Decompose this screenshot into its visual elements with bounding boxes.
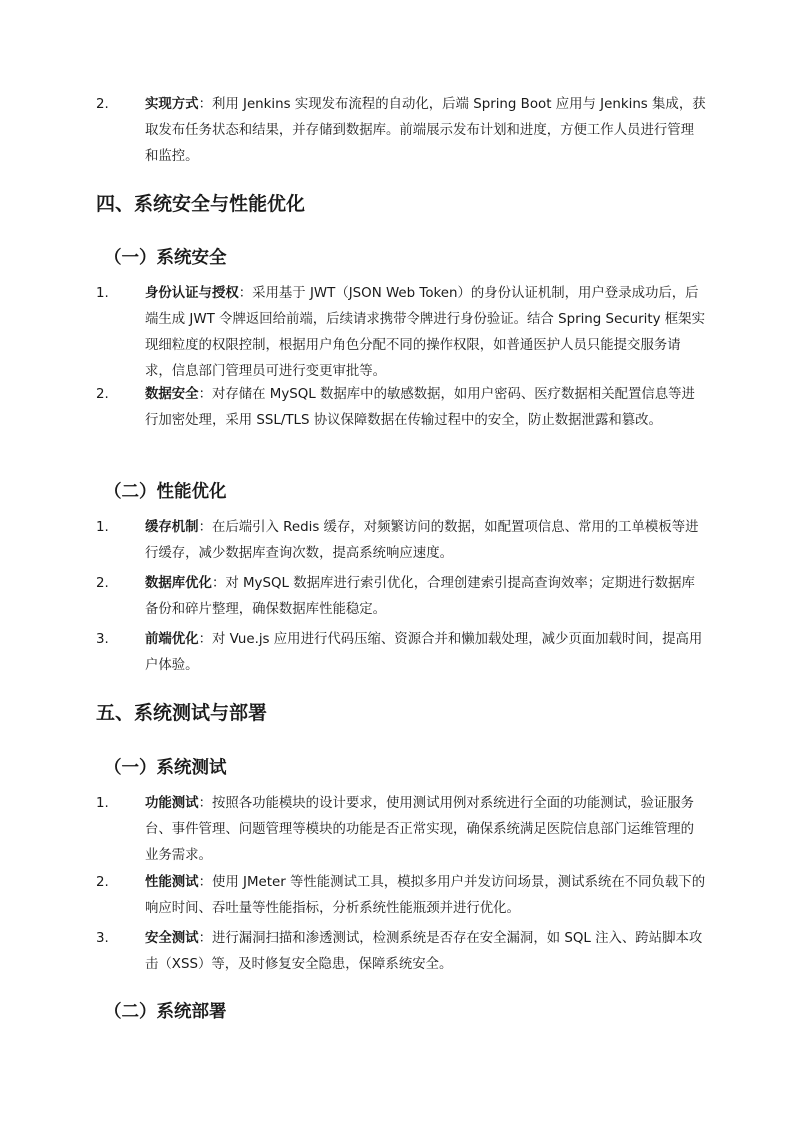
- list-body: [145, 571, 706, 623]
- list-body: [145, 382, 706, 434]
- list-number: 2.: [96, 576, 109, 591]
- list-text: ：对存储在 MySQL 数据库中的敏感数据，如用户密码、医疗数据相关配置信息等进行加密处理，采用 SSL/TLS 协议保障数据在传输过程中的安全，防止数据泄露和篡改。: [145, 387, 695, 428]
- list-body: [145, 926, 706, 978]
- subsection-heading: （一）系统安全: [104, 248, 227, 268]
- list-term: 实现方式: [145, 97, 199, 112]
- list-text: ：在后端引入 Redis 缓存，对频繁访问的数据，如配置项信息、常用的工单模板等进行缓存，减少数据库查询次数，提高系统响应速度。: [145, 520, 699, 561]
- list-term: 性能测试: [145, 875, 199, 890]
- list-item: [96, 870, 706, 922]
- list-item: [96, 926, 706, 978]
- list-body: [145, 627, 706, 679]
- list-item: [96, 515, 706, 567]
- list-term: 前端优化: [145, 632, 199, 647]
- subsection-heading: （一）系统测试: [104, 758, 227, 778]
- list-item: [96, 92, 706, 170]
- list-term: 身份认证与授权: [145, 286, 239, 301]
- list-text: ：按照各功能模块的设计要求，使用测试用例对系统进行全面的功能测试，验证服务台、事件管理、问题管理等模块的功能是否正常实现，确保系统满足医院信息部门运维管理的业务需求。: [145, 796, 695, 863]
- list-text: ：对 MySQL 数据库进行索引优化，合理创建索引提高查询效率；定期进行数据库备份和碎片整理，确保数据库性能稳定。: [145, 576, 695, 617]
- list-number: 2.: [96, 387, 109, 402]
- list-body: [145, 281, 706, 385]
- list-number: 2.: [96, 875, 109, 890]
- list-term: 数据安全: [145, 387, 199, 402]
- list-text: ：利用 Jenkins 实现发布流程的自动化，后端 Spring Boot 应用与 Jenkins 集成，获取发布任务状态和结果，并存储到数据库。前端展示发布计划和进度，方便工作人员进行管理和监控。: [145, 97, 706, 164]
- list-item: [96, 627, 706, 679]
- list-item: [96, 571, 706, 623]
- list-text: ：使用 JMeter 等性能测试工具，模拟多用户并发访问场景，测试系统在不同负载下的响应时间、吞吐量等性能指标，分析系统性能瓶颈并进行优化。: [145, 875, 706, 916]
- list-number: 3.: [96, 931, 109, 946]
- list-number: 1.: [96, 796, 109, 811]
- list-number: 3.: [96, 632, 109, 647]
- list-term: 安全测试: [145, 931, 199, 946]
- list-item: [96, 382, 706, 434]
- list-number: 1.: [96, 286, 109, 301]
- list-body: [145, 791, 706, 869]
- section-heading: 五、系统测试与部署: [96, 702, 268, 724]
- list-item: [96, 281, 706, 385]
- subsection-heading: （二）性能优化: [104, 482, 227, 502]
- list-term: 数据库优化: [145, 576, 212, 591]
- list-body: [145, 92, 706, 170]
- list-number: 2.: [96, 97, 109, 112]
- list-item: [96, 791, 706, 869]
- subsection-heading: （二）系统部署: [104, 1002, 227, 1022]
- list-term: 缓存机制: [145, 520, 199, 535]
- list-body: [145, 515, 706, 567]
- list-text: ：进行漏洞扫描和渗透测试，检测系统是否存在安全漏洞，如 SQL 注入、跨站脚本攻击（XSS）等，及时修复安全隐患，保障系统安全。: [145, 931, 703, 972]
- list-number: 1.: [96, 520, 109, 535]
- list-text: ：采用基于 JWT（JSON Web Token）的身份认证机制，用户登录成功后，后端生成 JWT 令牌返回给前端，后续请求携带令牌进行身份验证。结合 Spring Security 框架实现细粒度的权限控制，根据用户角色分配不同的操作权限，如普通医护人员只能提交服务请求，信息部门管理员可进行变更审批等。: [145, 286, 705, 379]
- list-text: ：对 Vue.js 应用进行代码压缩、资源合并和懒加载处理，减少页面加载时间，提高用户体验。: [145, 632, 703, 673]
- section-heading: 四、系统安全与性能优化: [96, 193, 306, 215]
- list-term: 功能测试: [145, 796, 199, 811]
- list-body: [145, 870, 706, 922]
